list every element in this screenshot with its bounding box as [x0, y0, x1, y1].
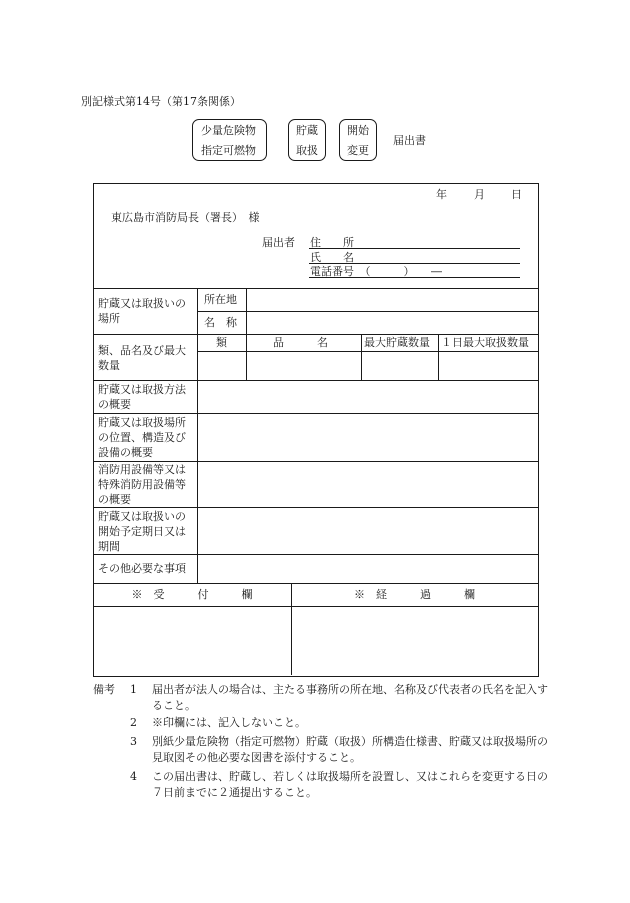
title-change: 変更	[347, 144, 369, 157]
title-suffix: 届出書	[393, 134, 426, 147]
col-daily-max: １日最大取扱数量	[441, 336, 529, 349]
line	[361, 334, 362, 380]
name-line	[309, 263, 520, 264]
reception-header: ※ 受 付 欄	[131, 588, 253, 601]
col-max-storage: 最大貯蔵数量	[364, 336, 430, 349]
item-field[interactable]	[248, 353, 360, 379]
remarks-label: 備考	[93, 683, 115, 696]
address-line	[309, 248, 520, 249]
title-hazard-designated: 指定可燃物	[201, 144, 256, 157]
period-field[interactable]	[199, 509, 536, 553]
label-other: その他必要な事項	[98, 562, 186, 575]
form-label: 別記様式第14号（第17条関係）	[81, 95, 241, 108]
max-storage-field[interactable]	[363, 353, 437, 379]
remark-3: 別紙少量危険物（指定可燃物）貯蔵（取扱）所構造仕様書、貯蔵又は取扱場所の見取図その他必要な図書を添付すること。	[152, 735, 548, 764]
remark-1: 届出者が法人の場合は、主たる事務所の所在地、名称及び代表者の氏名を記入すること。	[152, 683, 548, 712]
line	[93, 413, 538, 414]
phone-line	[309, 277, 520, 278]
line	[438, 334, 439, 380]
date-year: 年	[436, 188, 447, 201]
line	[93, 288, 538, 289]
remark-2: ※印欄には、記入しないこと。	[152, 716, 306, 729]
remark-num-4: 4	[130, 770, 137, 783]
title-start: 開始	[347, 124, 369, 137]
class-field[interactable]	[199, 353, 245, 379]
line	[93, 334, 538, 335]
remark-4: この届出書は、貯蔵し、若しくは取扱場所を設置し、又はこれらを変更する日の７日前までに２通提出すること。	[152, 770, 548, 799]
label-period: 貯蔵又は取扱いの開始予定期日又は期間	[98, 510, 186, 553]
line	[93, 507, 538, 508]
line	[93, 380, 538, 381]
remark-num-2: 2	[130, 716, 137, 729]
line	[197, 351, 538, 352]
remark-num-3: 3	[130, 735, 137, 748]
applicant-name-label: 氏 名	[310, 251, 354, 264]
line	[197, 311, 538, 312]
method-field[interactable]	[199, 382, 536, 412]
applicant-address-label: 住 所	[310, 236, 354, 249]
other-field[interactable]	[199, 556, 536, 582]
site-address-field[interactable]	[248, 290, 536, 310]
fire-equipment-field[interactable]	[199, 463, 536, 506]
title-storage: 貯蔵	[296, 124, 318, 137]
remark-num-1: 1	[130, 683, 137, 696]
daily-max-field[interactable]	[440, 353, 536, 379]
col-item: 品 名	[273, 336, 328, 349]
col-class: 類	[216, 336, 227, 349]
title-hazard-small-quantity: 少量危険物	[201, 124, 256, 137]
label-location: 貯蔵又は取扱いの場所	[98, 297, 186, 325]
line	[93, 583, 538, 584]
label-site-address: 所在地	[204, 293, 237, 306]
line	[93, 554, 538, 555]
label-fire-equipment: 消防用設備等又は特殊消防用設備等の概要	[98, 463, 186, 506]
applicant-label: 届出者	[262, 236, 295, 249]
line	[246, 288, 247, 380]
applicant-phone-label: 電話番号 （ ） ―	[310, 265, 442, 278]
line	[93, 606, 538, 607]
progress-header: ※ 経 過 欄	[354, 588, 475, 601]
date-month: 月	[474, 188, 485, 201]
label-items: 類、品名及び最大数量	[98, 344, 186, 372]
label-method: 貯蔵又は取扱方法の概要	[98, 383, 186, 411]
date-day: 日	[511, 188, 522, 201]
structure-field[interactable]	[199, 415, 536, 460]
label-structure: 貯蔵又は取扱場所の位置、構造及び設備の概要	[98, 416, 186, 459]
site-name-field[interactable]	[248, 313, 536, 333]
title-handling: 取扱	[296, 144, 318, 157]
label-site-name: 名 称	[204, 316, 237, 329]
addressee: 東広島市消防局長（署長） 様	[111, 211, 260, 224]
line	[197, 288, 198, 583]
